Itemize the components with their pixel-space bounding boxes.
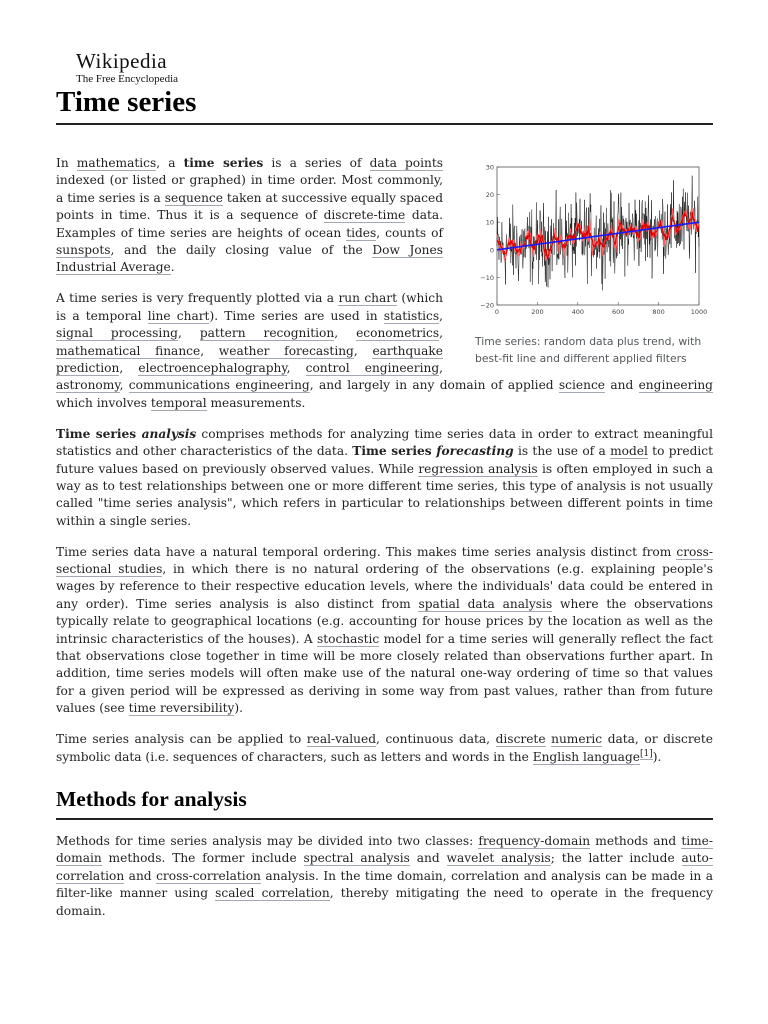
wiki-link[interactable]: discrete-time: [323, 208, 406, 223]
chart-svg: [467, 155, 713, 333]
title-divider: [56, 123, 713, 125]
paragraph-methods: [56, 833, 713, 920]
paragraph-ordering: [56, 544, 713, 718]
logo-tagline: The Free Encyclopedia: [76, 73, 179, 85]
citation-link[interactable]: [1]: [639, 748, 653, 759]
text-run: ).: [234, 701, 244, 716]
text-run: to predict future values based on previously observed values. While: [56, 444, 713, 476]
wiki-link[interactable]: econometrics: [356, 326, 440, 341]
paragraph-analysis: [56, 426, 713, 530]
wiki-link[interactable]: data points: [369, 156, 443, 170]
wiki-link[interactable]: auto-correlation: [56, 851, 713, 883]
text-run: measurements.: [206, 395, 306, 410]
text-run: , and the daily closing value of the: [110, 243, 373, 258]
text-run: ). Time series are used in: [209, 308, 384, 323]
text-run: taken at successive equally spaced points in time. Thus it is a sequence of: [56, 190, 443, 223]
wiki-link[interactable]: line chart: [147, 308, 210, 323]
text-run: .: [170, 260, 175, 275]
text-run: , a: [156, 156, 184, 170]
text-run: data, or discrete symbolic data (i.e. sequences of characters, such as letters and words in the: [56, 732, 713, 764]
text-run: data. Examples of time series are heights of ocean: [56, 208, 444, 240]
x-tick-label: 1000: [690, 308, 708, 316]
text-run: and: [605, 378, 639, 393]
text-run: model for a time series will generally reflect the fact that observations close together in time will be more closely related than observations further apart. In addition, time series models will often make use of the natural one-way ordering of time so that values for a given period will be expressed as deriving in some way from past values, rather than from future values (see: [56, 631, 713, 716]
text-run: (which is a temporal: [56, 291, 443, 323]
text-run: and: [409, 851, 447, 866]
wiki-link[interactable]: mathematics: [76, 156, 157, 170]
wiki-link[interactable]: statistics: [383, 308, 440, 323]
x-tick-label: 800: [652, 308, 665, 316]
section-heading-methods: Methods for analysis: [56, 786, 713, 820]
page-title: Time series: [56, 86, 197, 118]
wiki-link[interactable]: English language: [532, 749, 640, 764]
wiki-link[interactable]: cross-correlation: [156, 868, 261, 883]
text-run: Time series: [352, 444, 437, 459]
text-run: ,: [119, 360, 139, 375]
wiki-link[interactable]: frequency-domain: [478, 834, 591, 848]
text-run: is a series of: [263, 156, 370, 170]
time-series-chart[interactable]: [467, 155, 713, 333]
wiki-link[interactable]: spatial data analysis: [418, 596, 553, 611]
text-run: indexed (or listed or graphed) in time order. Most commonly, a time series is a: [56, 173, 443, 205]
text-run: ; the latter include: [550, 851, 682, 866]
y-tick-label: 30: [485, 163, 494, 172]
figure-caption: Time series: random data plus trend, with best-fit line and different applied filters: [475, 335, 702, 365]
text-run: Time series data have a natural temporal ordering. This makes time series analysis distinct from: [56, 544, 677, 559]
wiki-link[interactable]: engineering: [638, 378, 713, 393]
text-run: ,: [439, 326, 443, 341]
wiki-link[interactable]: communications engineering: [128, 378, 310, 393]
wiki-link[interactable]: science: [558, 378, 605, 393]
wiki-link[interactable]: mathematical finance: [56, 343, 201, 358]
text-run: methods. The former include: [101, 851, 304, 866]
wiki-link[interactable]: sequence: [164, 190, 223, 205]
wiki-link[interactable]: earthquake prediction: [56, 343, 444, 375]
wiki-link[interactable]: time reversibility: [128, 701, 235, 716]
wiki-link[interactable]: sunspots: [56, 243, 111, 258]
article-body: [56, 155, 713, 934]
x-tick-label: 600: [611, 308, 625, 316]
text-run: time series: [183, 156, 264, 170]
wiki-link[interactable]: stochastic: [316, 631, 380, 646]
thumbnail-figure: [467, 155, 713, 367]
text-run: methods and: [590, 834, 682, 848]
wiki-link[interactable]: signal processing: [56, 326, 178, 341]
wiki-link[interactable]: pattern recognition: [199, 326, 335, 341]
text-run: which involves: [56, 395, 151, 410]
wiki-link[interactable]: temporal: [150, 395, 207, 410]
wiki-link[interactable]: spectral analysis: [303, 851, 410, 866]
text-run: analysis. In the time domain, correlation and analysis can be made in a filter-like manner using: [56, 868, 713, 901]
text-run: where the observations typically relate to geographical locations (e.g. accounting for house prices by the location as well as the intrinsic characteristics of the houses). A: [56, 596, 713, 646]
logo-wordmark: Wikipedia: [76, 49, 168, 73]
wiki-link[interactable]: real-valued: [306, 732, 377, 747]
x-tick-label: 200: [531, 308, 544, 316]
wiki-link[interactable]: regression analysis: [418, 461, 538, 476]
text-run: ,: [334, 326, 357, 341]
wiki-link[interactable]: cross-sectional studies: [56, 544, 713, 577]
text-run: , counts of: [376, 225, 444, 240]
wiki-link[interactable]: scaled correlation: [215, 886, 330, 901]
wiki-link[interactable]: run chart: [338, 291, 397, 306]
text-run: is the use of a: [513, 444, 611, 459]
text-run: ,: [177, 326, 200, 341]
text-run: forecasting: [436, 444, 514, 459]
wiki-link[interactable]: numeric: [551, 732, 603, 747]
y-tick-label: −20: [480, 301, 494, 310]
wiki-link[interactable]: discrete: [495, 732, 546, 747]
wiki-link[interactable]: weather forecasting: [218, 343, 354, 358]
text-run: ,: [200, 343, 219, 358]
text-run: A time series is very frequently plotted via a: [56, 291, 339, 306]
y-tick-label: −10: [480, 273, 494, 282]
wiki-link[interactable]: astronomy: [56, 378, 120, 393]
wiki-link[interactable]: time-domain: [56, 834, 714, 866]
text-run: , in which there is no natural ordering of the observations (e.g. explaining people's wages by reference to their respective education levels, where the individuals' data could be entered in any order). Time series analysis is also distinct from: [56, 562, 713, 611]
text-run: , thereby mitigating the need to operate in the frequency domain.: [56, 886, 713, 918]
text-run: analysis: [141, 426, 197, 441]
wiki-link[interactable]: wavelet analysis: [446, 851, 551, 866]
text-run: ,: [286, 360, 306, 375]
text-run: ,: [439, 308, 443, 323]
wiki-link[interactable]: control engineering: [305, 360, 440, 375]
text-run: , continuous data,: [376, 732, 496, 747]
y-tick-label: 0: [489, 246, 494, 255]
text-run: and: [124, 868, 157, 883]
text-run: comprises methods for analyzing time series data in order to extract meaningful statistics and other characteristics of the data.: [56, 426, 713, 459]
text-run: In: [56, 156, 77, 170]
wiki-link[interactable]: tides: [346, 225, 377, 240]
text-run: Time series: [56, 426, 142, 441]
text-run: ).: [652, 749, 662, 764]
wiki-link[interactable]: electroencephalography: [138, 360, 287, 375]
text-run: ,: [439, 360, 444, 375]
wiki-link[interactable]: Dow Jones Industrial Average: [56, 243, 443, 275]
text-run: is often employed in such a way as to test relationships between one or more different time series, this type of analysis is not usually called "time series analysis", which refers in particular to relationships between different points in time within a single series.: [56, 461, 713, 528]
wiki-link[interactable]: model: [610, 444, 648, 459]
text-run: ,: [119, 378, 129, 393]
y-tick-label: 10: [485, 218, 494, 227]
x-tick-label: 400: [571, 308, 585, 316]
text-run: Time series analysis can be applied to: [56, 732, 307, 747]
text-run: Methods for time series analysis may be divided into two classes:: [56, 834, 479, 848]
text-run: , and largely in any domain of applied: [309, 378, 559, 393]
wikipedia-logo[interactable]: [76, 50, 216, 85]
text-run: ,: [353, 343, 373, 358]
y-tick-label: 20: [485, 191, 494, 200]
paragraph-data-types: [56, 731, 713, 766]
x-tick-label: 0: [494, 308, 500, 316]
